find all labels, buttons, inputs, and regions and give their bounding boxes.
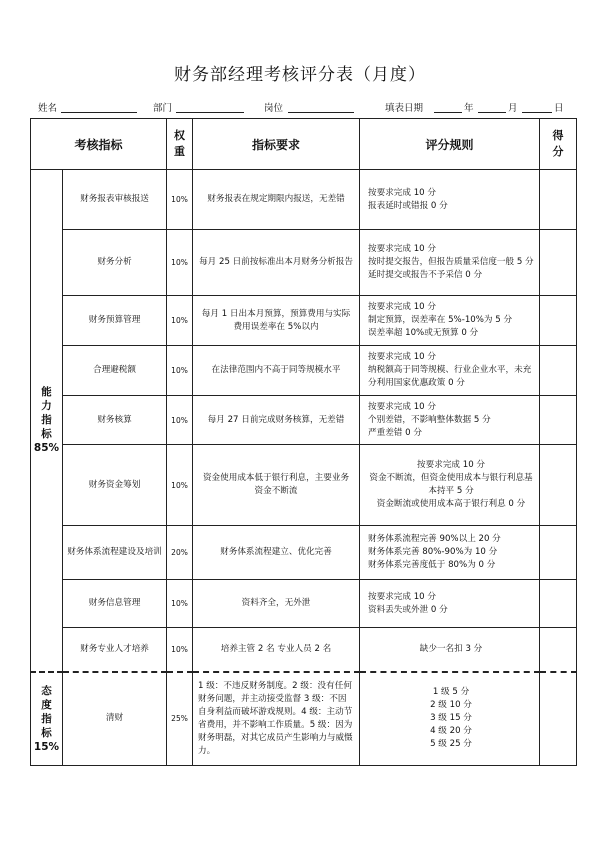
requirement-text: 在法律范围内不高于同等规模水平 (193, 346, 360, 396)
score-cell[interactable] (540, 628, 577, 672)
table-row (31, 628, 577, 672)
rule-line: 4 级 20 分 (430, 726, 472, 737)
rule-line: 纳税额高于同等规模、行业企业水平，未充分利用国家优惠政策 0 分 (368, 365, 532, 388)
rule-line: 3 级 15 分 (430, 713, 472, 724)
indicator-name: 财务报表审核报送 (63, 170, 167, 230)
page-title: 财务部经理考核评分表（月度） (174, 65, 426, 85)
rule-text (360, 445, 540, 526)
header-weight: 权 重 (167, 119, 193, 170)
requirement-text: 1 级：不违反财务制度。2 级：没有任何财务问题，并主动接受监督 3 级：不因自身利益而破坏游戏规则。4 级：主动节省费用，并不影响工作质量。5 级：因为财务明磊，对其它成员产生影响力与威慑力。 (193, 672, 360, 766)
requirement-text: 财务体系流程建立、优化完善 (193, 526, 360, 580)
rule-line: 制定预算，误差率在 5%-10%为 5 分 (368, 315, 513, 325)
score-cell[interactable] (540, 396, 577, 445)
category-attitude: 态 度 指 标 15% (31, 672, 63, 766)
table-row (31, 346, 577, 396)
header-score: 得 分 (540, 119, 577, 170)
rule-line: 按要求完成 10 分 (368, 187, 436, 198)
header-row (31, 119, 577, 170)
position-field[interactable] (288, 112, 354, 113)
score-cell[interactable] (540, 170, 577, 230)
rule-line: 1 级 5 分 (432, 687, 470, 698)
rule-line: 按要求完成 10 分 (417, 460, 485, 470)
rule-text (360, 580, 540, 628)
rule-line: 严重差错 0 分 (368, 427, 422, 438)
day-field[interactable] (522, 112, 552, 113)
rule-line: 财务体系流程完善 90%以上 20 分 (368, 534, 501, 544)
requirement-text: 每月 27 日前完成财务核算，无差错 (193, 396, 360, 445)
requirement-text: 每月 1 日出本月预算，预算费用与实际费用误差率在 5%以内 (193, 296, 360, 346)
dept-label: 部门 (153, 103, 173, 114)
rule-line: 按要求完成 10 分 (368, 302, 436, 312)
rule-line: 按要求完成 10 分 (368, 401, 436, 412)
weight-value: 10% (167, 230, 193, 296)
weight-value: 10% (167, 396, 193, 445)
rule-text (360, 526, 540, 580)
score-cell[interactable] (540, 672, 577, 766)
weight-value: 10% (167, 445, 193, 526)
indicator-name: 财务资金筹划 (63, 445, 167, 526)
weight-value: 10% (167, 580, 193, 628)
indicator-name: 财务核算 (63, 396, 167, 445)
indicator-name: 合理避税额 (63, 346, 167, 396)
requirement-text: 财务报表在规定期限内报送，无差错 (193, 170, 360, 230)
rule-line: 资料丢失或外泄 0 分 (368, 604, 448, 615)
year-label: 年 (464, 103, 474, 114)
score-cell[interactable] (540, 346, 577, 396)
rule-line: 缺少一名扣 3 分 (419, 643, 483, 654)
month-field[interactable] (478, 112, 506, 113)
rule-text (360, 672, 540, 766)
rule-text (360, 628, 540, 672)
rule-line: 个别差错，不影响整体数据 5 分 (368, 414, 491, 425)
score-cell[interactable] (540, 296, 577, 346)
rule-line: 按时提交报告，但报告质量采信度一般 5 分 (368, 257, 534, 267)
table-row (31, 396, 577, 445)
weight-value: 10% (167, 628, 193, 672)
rule-line: 5 级 25 分 (430, 739, 472, 750)
rule-line: 误差率超 10%或无预算 0 分 (368, 328, 479, 338)
table-row (31, 580, 577, 628)
name-field[interactable] (61, 112, 137, 113)
weight-value: 10% (167, 346, 193, 396)
score-cell[interactable] (540, 526, 577, 580)
rule-line: 财务体系完善度低于 80%为 0 分 (368, 560, 496, 570)
rule-line: 财务体系完善 80%-90%为 10 分 (368, 547, 498, 557)
form-info-line (38, 100, 568, 114)
rule-line: 报表延时或错报 0 分 (368, 200, 448, 211)
requirement-text: 每月 25 日前按标准出本月财务分析报告 (193, 230, 360, 296)
weight-value: 25% (167, 672, 193, 766)
table-row (31, 296, 577, 346)
indicator-name: 财务分析 (63, 230, 167, 296)
table-row (31, 170, 577, 230)
rule-line: 按要求完成 10 分 (368, 244, 436, 254)
weight-value: 10% (167, 296, 193, 346)
header-requirement: 指标要求 (193, 119, 360, 170)
rule-line: 资金断流或使用成本高于银行利息 0 分 (376, 499, 526, 509)
requirement-text: 培养主管 2 名 专业人员 2 名 (193, 628, 360, 672)
evaluation-table (30, 118, 577, 766)
score-cell[interactable] (540, 580, 577, 628)
year-field[interactable] (434, 112, 462, 113)
category-ability: 能 力 指 标 85% (31, 170, 63, 672)
table-row (31, 230, 577, 296)
table-row (31, 526, 577, 580)
date-label: 填表日期 (385, 103, 424, 114)
indicator-name: 财务信息管理 (63, 580, 167, 628)
score-cell[interactable] (540, 445, 577, 526)
position-label: 岗位 (264, 103, 284, 114)
requirement-text: 资料齐全，无外泄 (193, 580, 360, 628)
indicator-name: 财务预算管理 (63, 296, 167, 346)
rule-text (360, 230, 540, 296)
score-cell[interactable] (540, 230, 577, 296)
rule-line: 按要求完成 10 分 (368, 591, 436, 602)
rule-line: 资金不断流，但资金使用成本与银行利息基本持平 5 分 (369, 473, 533, 496)
table-row (31, 445, 577, 526)
month-label: 月 (508, 103, 518, 114)
rule-line: 按要求完成 10 分 (368, 352, 436, 362)
rule-text (360, 296, 540, 346)
rule-line: 2 级 10 分 (430, 700, 472, 711)
rule-text (360, 346, 540, 396)
rule-text (360, 170, 540, 230)
dept-field[interactable] (176, 112, 244, 113)
day-label: 日 (554, 103, 564, 114)
indicator-name: 财务专业人才培养 (63, 628, 167, 672)
header-rule: 评分规则 (360, 119, 540, 170)
weight-value: 20% (167, 526, 193, 580)
header-indicator: 考核指标 (31, 119, 167, 170)
weight-value: 10% (167, 170, 193, 230)
requirement-text: 资金使用成本低于银行利息，主要业务资金不断流 (193, 445, 360, 526)
indicator-name: 财务体系流程建设及培训 (63, 526, 167, 580)
rule-text (360, 396, 540, 445)
name-label: 姓名 (38, 103, 58, 114)
indicator-name: 清财 (63, 672, 167, 766)
rule-line: 延时提交或报告不予采信 0 分 (368, 270, 483, 280)
table-row (31, 672, 577, 766)
